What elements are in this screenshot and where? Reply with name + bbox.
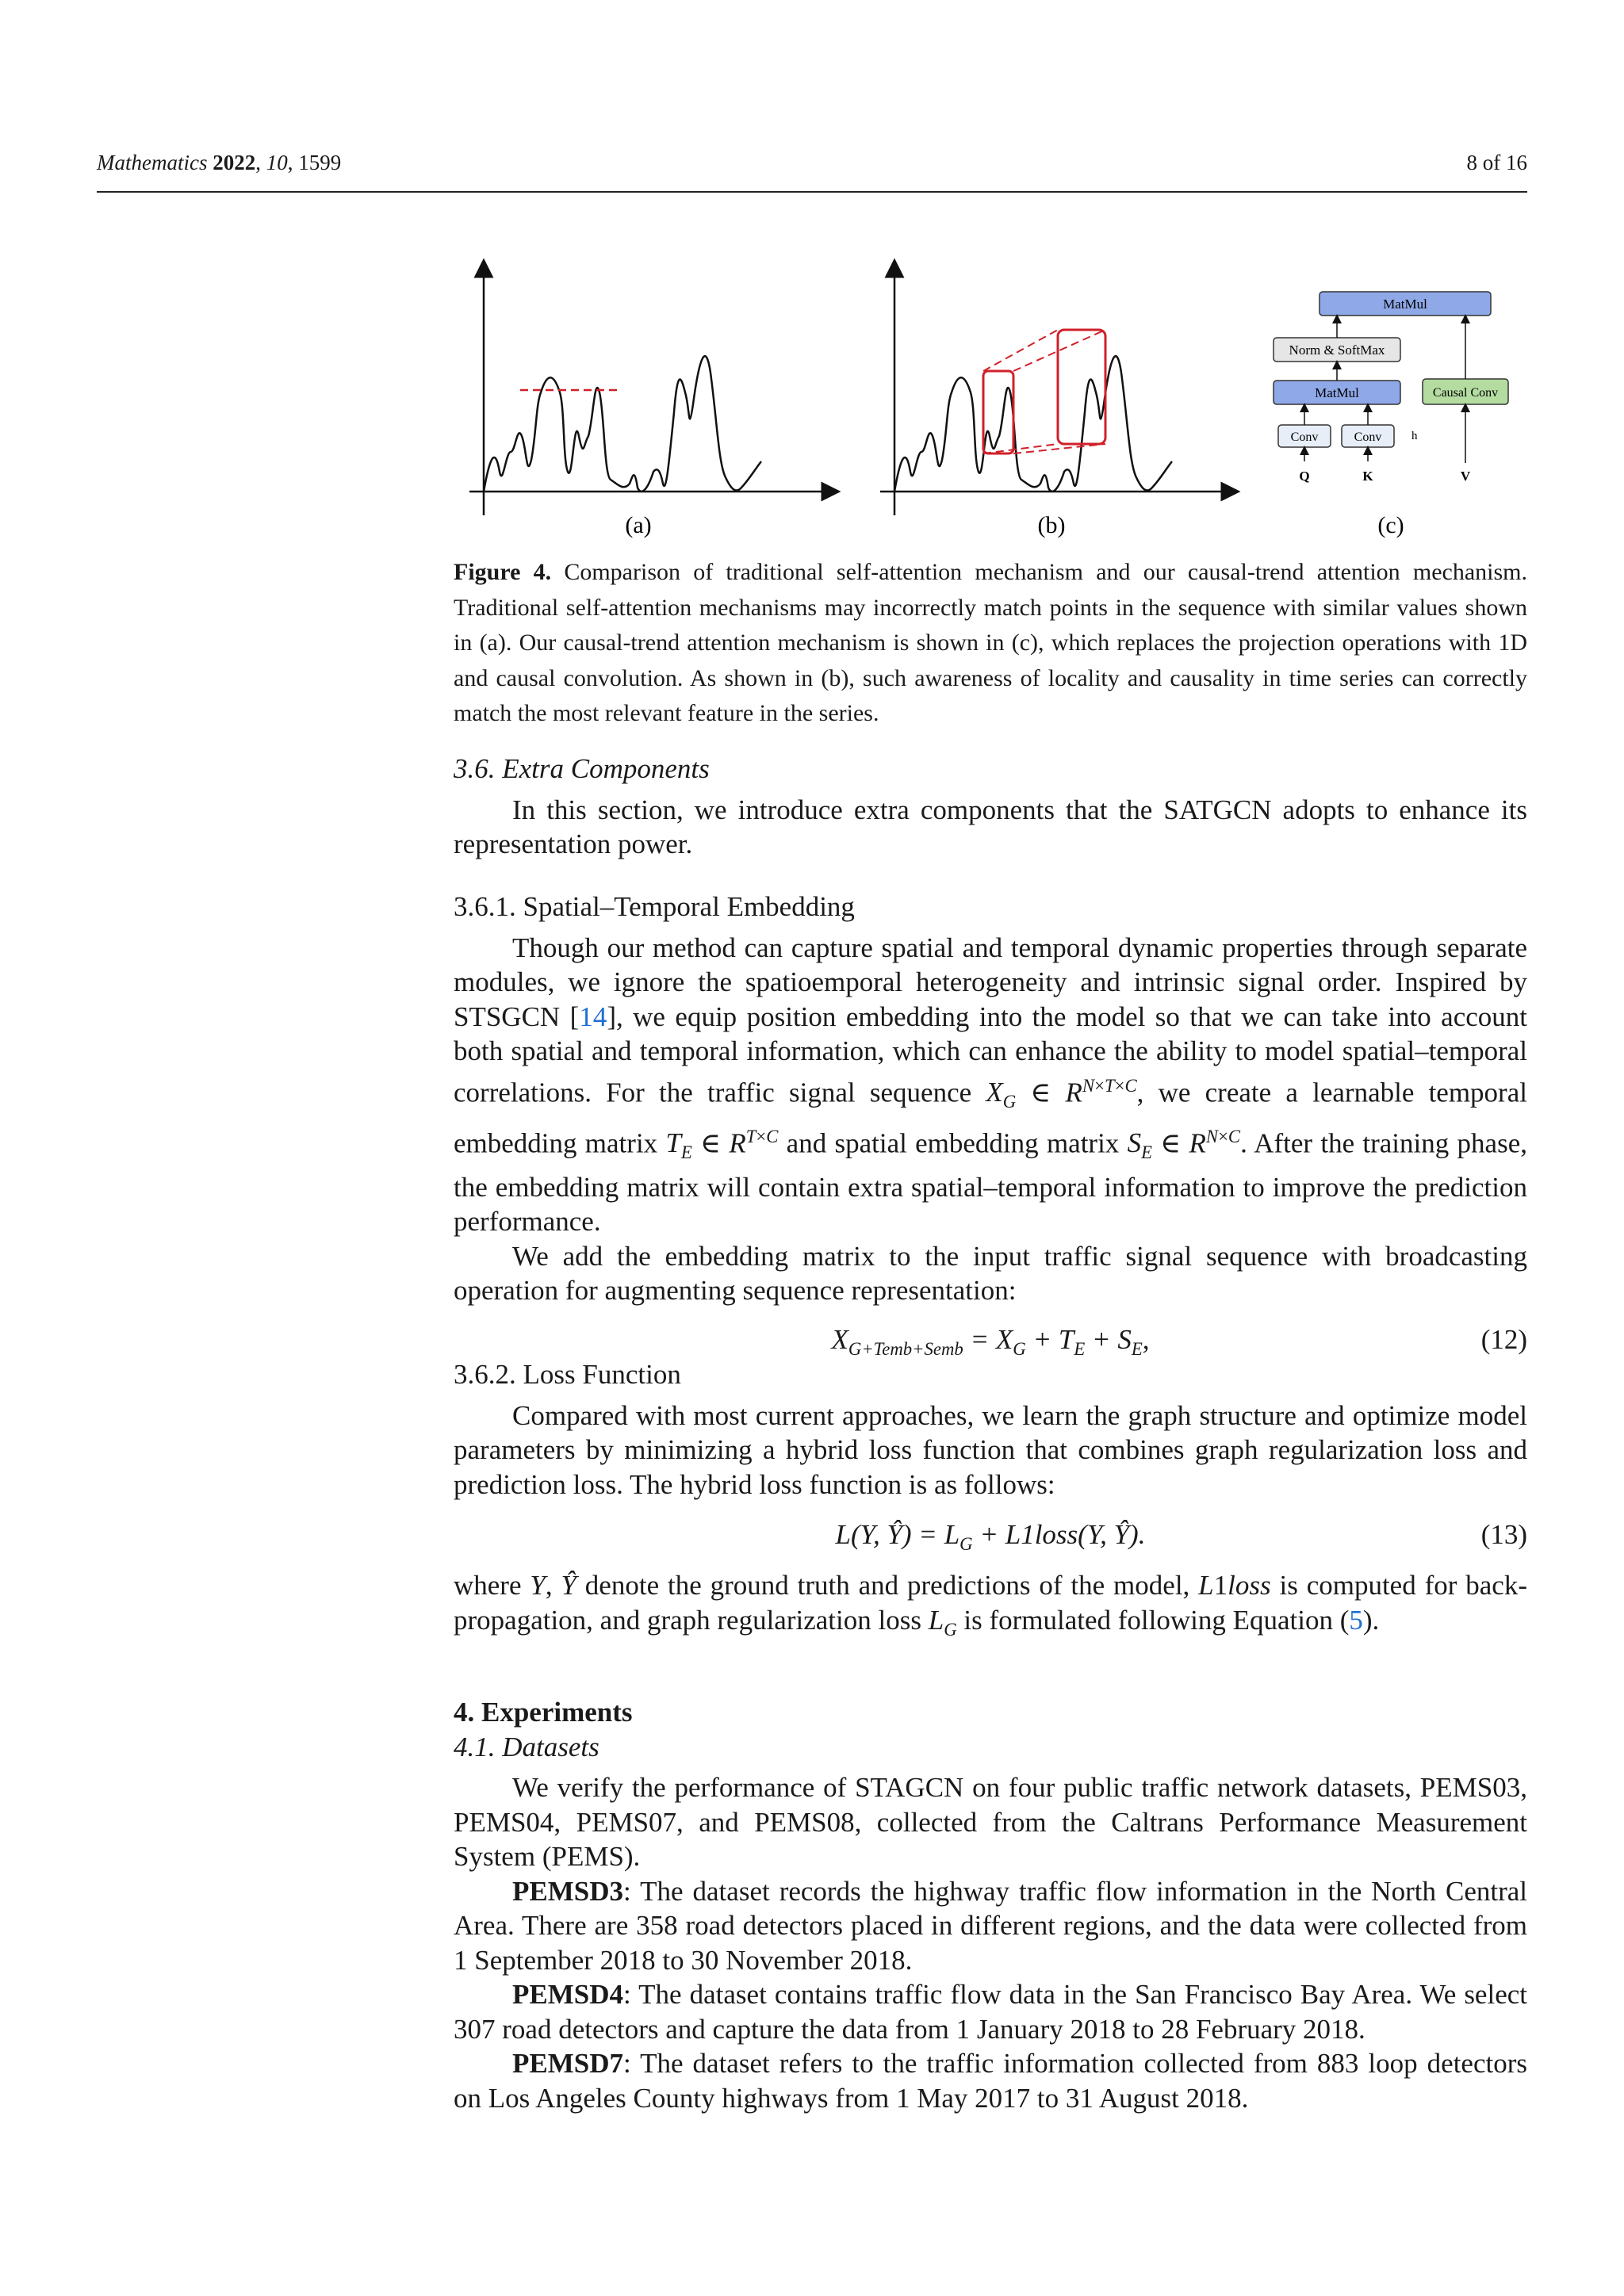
q-label: Q: [1299, 469, 1310, 484]
equation-12: $X_{G+Temb+Semb} = X_G + T_E + S_E$, (12): [831, 1323, 1527, 1359]
panel-c-diagram: [1274, 292, 1508, 484]
section-3-6-1: [454, 890, 1527, 1365]
v-label: V: [1460, 469, 1471, 484]
matmul-mid-label: MatMul: [1315, 385, 1359, 400]
panel-c-label: (c): [1377, 512, 1404, 538]
panel-a-label: (a): [625, 512, 652, 538]
paragraph-pemsd4: PEMSD4: The dataset contains traffic flow data in the San Francisco Bay Area. We select 307 road detectors and capture the data from 1 January 2018 to 28 February 2018.: [454, 1979, 1527, 2045]
running-header: [97, 151, 1527, 182]
matmul-top-label: MatMul: [1383, 297, 1427, 312]
equation-12-number: (12): [1480, 1323, 1527, 1355]
page-number: 8 of 16: [1466, 151, 1527, 174]
panel-b-plot: [880, 268, 1231, 515]
conv-q-label: Conv: [1290, 430, 1319, 444]
pemsd3-label: PEMSD3: [512, 1875, 623, 1907]
caption-text: Comparison of traditional self-attention mechanism and our causal-trend attention mechanism. Traditional self-attention mechanisms may incorrectly match points in the sequence with similar values shown in (a). Our causal-trend attention mechanism is shown in (c), which replaces the projection operations with 1D and causal convolution. As shown in (b), such awareness of locality and causality in time series can correctly match the most relevant feature in the series.: [454, 559, 1527, 726]
pemsd7-label: PEMSD7: [512, 2048, 623, 2079]
section-4: [454, 1695, 1527, 2115]
figure-caption: [454, 555, 1527, 732]
section-3-6: [454, 752, 1527, 862]
figure-4: [454, 254, 1527, 547]
header-rule: [97, 191, 1527, 193]
figure-4-graphics: [454, 254, 1527, 547]
panel-a-plot: [469, 268, 831, 515]
h-label: h: [1411, 430, 1418, 442]
paragraph-3-6: In this section, we introduce extra components that the SATGCN adopts to enhance its representation power.: [454, 794, 1527, 859]
section-heading-4-1: 4.1. Datasets: [454, 1731, 599, 1762]
norm-softmax-label: Norm & SoftMax: [1289, 342, 1385, 358]
panel-b-small-box: [983, 371, 1013, 453]
paragraph-3-6-2-b: where Y, Ŷ denote the ground truth and predictions of the model, L1loss is computed for back-propagation, and graph regularization loss $L_G$ is formulated following Equation (5).: [454, 1570, 1527, 1640]
equation-13: L(Y, Ŷ) = $L_G$ + L1loss(Y, Ŷ). (13): [835, 1519, 1527, 1554]
citation-link-14[interactable]: 14: [579, 1001, 607, 1032]
section-heading-3-6: 3.6. Extra Components: [454, 753, 710, 784]
paragraph-pemsd3: PEMSD3: The dataset records the highway traffic flow information in the North Central Area. There are 358 road detectors placed in different regions, and the data were collected from 1 September 2018 to 30 November 2018.: [454, 1875, 1527, 1976]
paragraph-3-6-1-a: Though our method can capture spatial and temporal dynamic properties through separate modules, we ignore the spatioemporal heterogeneity and intrinsic signal order. Inspired by STSGCN [14], we equip position embedding into the model so that we can take into account both spatial and temporal information, which can enhance the ability to model spatial–temporal correlations. For the traffic signal sequence $X_G$ ∈ $R^{N\times T\times C}$, we create a learnable temporal embedding matrix $T_E$ ∈ $R^{T\times C}$ and spatial embedding matrix $S_E$ ∈ $R^{N\times C}$. After the training phase, the embedding matrix will contain extra spatial–temporal information to improve the prediction performance.: [454, 932, 1527, 1238]
section-3-6-2: [454, 1357, 1527, 1647]
causal-conv-label: Causal Conv: [1432, 386, 1499, 400]
paragraph-3-6-1-b: We add the embedding matrix to the input traffic signal sequence with broadcasting operation for augmenting sequence representation:: [454, 1240, 1527, 1307]
panel-b-label: (b): [1037, 512, 1066, 538]
paragraph-4-1: We verify the performance of STAGCN on four public traffic network datasets, PEMS03, PEMS04, PEMS07, and PEMS08, collected from the Caltrans Performance Measurement System (PEMS).: [454, 1772, 1527, 1872]
panel-b-large-box: [1058, 330, 1105, 444]
paragraph-3-6-2-a: Compared with most current approaches, we learn the graph structure and optimize model parameters by minimizing a hybrid loss function that combines graph regularization loss and prediction loss. The hybrid loss function is as follows:: [454, 1399, 1527, 1500]
equation-13-number: (13): [1480, 1519, 1527, 1550]
section-heading-3-6-1: 3.6.1. Spatial–Temporal Embedding: [454, 891, 855, 922]
section-heading-4: 4. Experiments: [454, 1697, 633, 1728]
section-heading-3-6-2: 3.6.2. Loss Function: [454, 1359, 681, 1390]
pemsd4-label: PEMSD4: [512, 1979, 623, 2010]
equation-link-5[interactable]: 5: [1349, 1604, 1363, 1636]
conv-k-label: Conv: [1354, 430, 1382, 444]
caption-label: Figure 4.: [454, 559, 552, 585]
paragraph-pemsd7: PEMSD7: The dataset refers to the traffic information collected from 883 loop detectors on Los Angeles County highways from 1 May 2017 to 31 August 2018.: [454, 2048, 1527, 2114]
k-label: K: [1362, 469, 1373, 484]
journal-citation: Mathematics 2022, 10, 1599: [97, 151, 342, 174]
